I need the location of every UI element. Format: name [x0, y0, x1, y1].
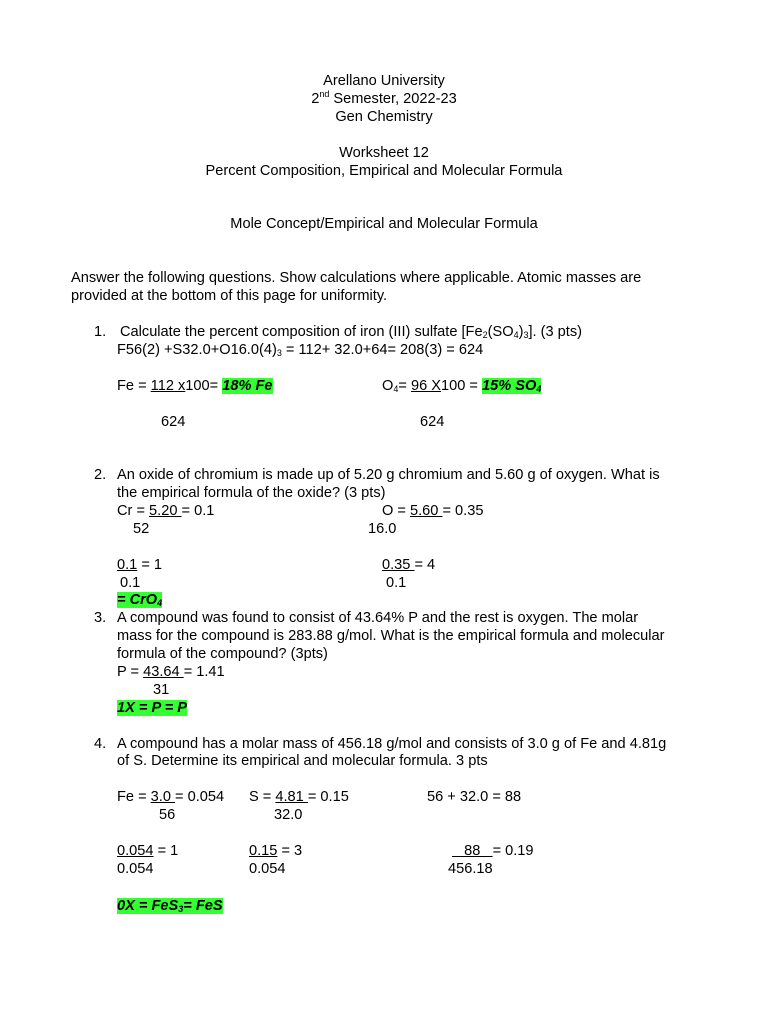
q1-molar-mass-work: $F56(2) +S32.0+O16.0(4)_3 = 112+ 32.0+64= 208(3) = 624$ — [117, 342, 484, 358]
q1-so4-calculation: $O_4= 96$ X100 = 15% $SO_4$ — [382, 378, 542, 394]
q3-number: 3. — [94, 610, 107, 626]
worksheet-title: Worksheet 12 — [339, 145, 429, 161]
q3-p-calculation: P = 43.64 = 1.41 — [117, 664, 225, 680]
q1-so4-denominator: 624 — [420, 414, 445, 430]
q4-empirical-mass: 56 + 32.0 = 88 — [427, 789, 522, 805]
q1-fe-calculation: Fe = 112 x100= 18% Fe — [117, 378, 273, 394]
q2-o-ratio-denominator: 0.1 — [386, 575, 407, 591]
q4-s-ratio: 0.15 = 3 — [249, 843, 303, 859]
q2-o-calculation: O = 5.60 = 0.35 — [382, 503, 484, 519]
q1-question: Calculate the percent composition of iron (III) sulfate $[Fe_2(SO_4)_3]$. (3 pts) — [120, 324, 582, 340]
q3-question-line-3: formula of the compound? (3pts) — [117, 646, 328, 662]
q4-number: 4. — [94, 736, 107, 752]
q4-multiple-calculation: 88 = 0.19 — [452, 843, 534, 859]
q2-number: 2. — [94, 467, 107, 483]
q4-fe-ratio-denominator: 0.054 — [117, 861, 154, 877]
q1-number: 1. — [94, 324, 107, 340]
q3-question-line-2: mass for the compound is 283.88 g/mol. What is the empirical formula and molecular — [117, 628, 665, 644]
q2-answer: = CrO$_4$ — [117, 592, 163, 608]
course-name: Gen Chemistry — [335, 109, 433, 125]
q2-o-ratio: 0.35 = 4 — [382, 557, 436, 573]
q3-question-line-1: A compound was found to consist of 43.64% P and the rest is oxygen. The molar — [117, 610, 639, 626]
q2-cr-ratio-denominator: 0.1 — [120, 575, 141, 591]
q4-answer: 0X = FeS$_3$= FeS — [117, 898, 223, 914]
q2-cr-ratio: 0.1 = 1 — [117, 557, 163, 573]
q1-fe-answer: 18% Fe — [222, 378, 273, 394]
q3-answer: 1X = P = P — [117, 700, 188, 716]
q3-p-denominator: 31 — [153, 682, 170, 698]
q1-fe-denominator: 624 — [161, 414, 186, 430]
q2-question-line-1: An oxide of chromium is made up of 5.20 g chromium and 5.60 g of oxygen. What is — [117, 467, 660, 483]
semester-line: 2nd Semester, 2022-23 — [311, 89, 457, 107]
instructions-line-2: provided at the bottom of this page for uniformity. — [71, 288, 388, 304]
q4-fe-denominator: 56 — [159, 807, 176, 823]
q2-question-line-2: the empirical formula of the oxide? (3 pts) — [117, 485, 386, 501]
q2-o-denominator: 16.0 — [368, 521, 397, 537]
q4-s-denominator: 32.0 — [274, 807, 303, 823]
university-name: Arellano University — [323, 73, 445, 89]
instructions-line-1: Answer the following questions. Show calculations where applicable. Atomic masses are — [71, 270, 642, 286]
q4-fe-ratio: 0.054 = 1 — [117, 843, 179, 859]
q4-s-calculation: S = 4.81 = 0.15 — [249, 789, 349, 805]
q4-s-ratio-denominator: 0.054 — [249, 861, 286, 877]
q2-cr-calculation: Cr = 5.20 = 0.1 — [117, 503, 215, 519]
q1-so4-answer: 15% $SO_4$ — [481, 378, 542, 394]
q4-multiple-denominator: 456.18 — [448, 861, 493, 877]
q4-fe-calculation: Fe = 3.0 = 0.054 — [117, 789, 225, 805]
q4-question-line-1: A compound has a molar mass of 456.18 g/mol and consists of 3.0 g of Fe and 4.81g — [117, 736, 667, 752]
worksheet-subtitle: Percent Composition, Empirical and Molecular Formula — [205, 163, 563, 179]
topic-heading: Mole Concept/Empirical and Molecular Formula — [230, 216, 538, 232]
q2-cr-denominator: 52 — [133, 521, 150, 537]
q4-question-line-2: of S. Determine its empirical and molecular formula. 3 pts — [117, 753, 488, 769]
